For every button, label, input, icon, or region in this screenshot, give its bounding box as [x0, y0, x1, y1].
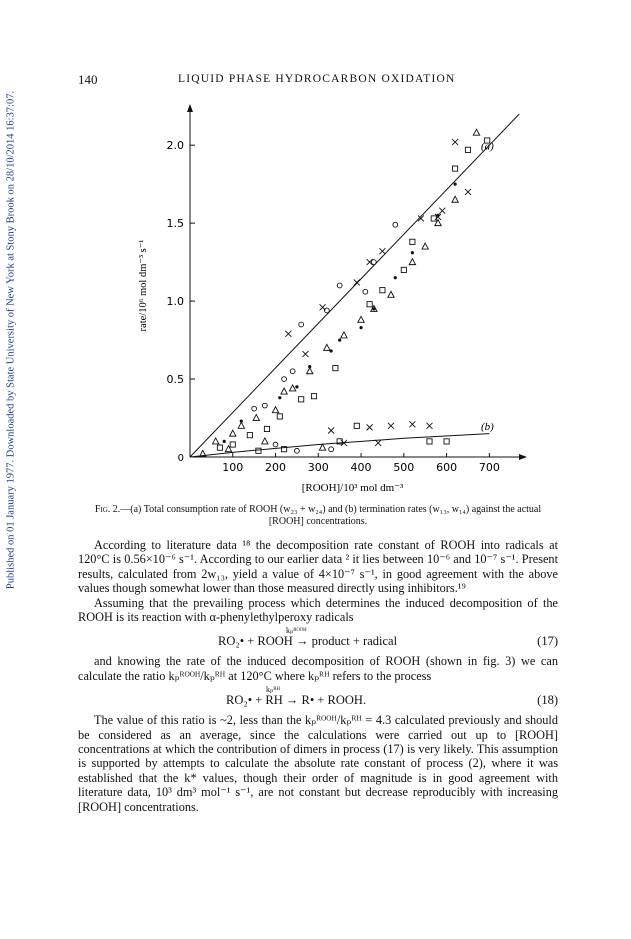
data-point-square: [277, 414, 282, 419]
data-point-square: [354, 423, 359, 428]
data-point-triangle: [230, 430, 236, 436]
data-point-cross: [354, 279, 360, 285]
data-point-cross: [388, 423, 394, 429]
figure-2: [120, 92, 540, 504]
data-point-square: [453, 166, 458, 171]
data-point-circle: [371, 260, 376, 265]
y-tick-label: 1.5: [166, 217, 184, 231]
eq18-rate-constant: kₚᴿᴴ: [266, 685, 280, 695]
paragraph-2: Assuming that the prevailing process which determines the induced decomposition of the ROOH is its reaction with α-phenylethylperoxy radicals: [78, 595, 558, 625]
running-head: LIQUID PHASE HYDROCARBON OXIDATION: [178, 73, 456, 85]
data-point-circle: [290, 369, 295, 374]
data-point-dot: [295, 385, 298, 388]
data-point-triangle: [358, 316, 364, 322]
y-axis-arrow: [187, 104, 193, 112]
data-point-triangle: [212, 438, 218, 444]
data-point-triangle: [289, 385, 295, 391]
annotation-b: (b): [481, 420, 494, 433]
data-point-dot: [394, 276, 397, 279]
paragraph-1: According to literature data ¹⁸ the decomposition rate constant of ROOH into radicals at 120°C is 0.56×10⁻⁶ s⁻¹. According to our earlier data ² it lies between 10⁻⁶ and 10⁻⁷ s⁻¹. Present results, calculated from 2w₁₃, yield a value of 4×10⁻⁷ s⁻¹, in good agreement with the above values though somewhat lower than those measured directly using inhibitors.¹⁹: [78, 538, 558, 596]
data-point-circle: [393, 222, 398, 227]
x-tick-label: 700: [478, 461, 500, 474]
data-point-triangle: [238, 422, 244, 428]
data-point-cross: [465, 189, 471, 195]
y-tick-label: 2.0: [166, 139, 184, 153]
scatter-chart: [120, 92, 540, 504]
data-point-cross: [302, 351, 308, 357]
data-point-triangle: [452, 196, 458, 202]
caption-text: —(a) Total consumption rate of ROOH (w₂₃ + w₂₄) and (b) termination rates (w₁₃, w₁₄) against the actual [ROOH] concentrations.: [120, 504, 542, 527]
caption-lead: Fig. 2.: [94, 504, 121, 515]
fit-line-b: [190, 434, 489, 457]
data-point-square: [465, 147, 470, 152]
data-point-square: [401, 267, 406, 272]
data-point-circle: [329, 447, 334, 452]
data-point-cross: [375, 440, 381, 446]
data-point-cross: [367, 424, 373, 430]
data-point-cross: [285, 331, 291, 337]
data-point-square: [230, 442, 235, 447]
x-tick-label: 500: [393, 461, 415, 474]
download-sidebar: [0, 60, 22, 620]
data-point-cross: [409, 421, 415, 427]
data-point-dot: [223, 440, 226, 443]
y-tick-label: 1.0: [166, 295, 184, 309]
paragraph-3: and knowing the rate of the induced decomposition of ROOH (shown in fig. 3) we can calculate the ratio kₚᴿᴼᴼᴴ/kₚᴿᴴ at 120°C where kₚᴿᴴ refers to the process: [78, 654, 558, 683]
data-point-triangle: [422, 243, 428, 249]
data-point-dot: [436, 214, 439, 217]
data-point-square: [367, 302, 372, 307]
page-number: 140: [78, 72, 98, 87]
x-axis-arrow: [519, 454, 527, 460]
data-point-square: [380, 288, 385, 293]
data-point-dot: [308, 365, 311, 368]
data-point-dot: [338, 338, 341, 341]
eq18-number: (18): [537, 693, 558, 708]
data-point-square: [410, 239, 415, 244]
data-point-triangle: [281, 388, 287, 394]
data-point-dot: [330, 349, 333, 352]
data-point-dot: [411, 251, 414, 254]
data-point-square: [256, 448, 261, 453]
x-tick-label: 600: [436, 461, 458, 474]
data-point-dot: [372, 307, 375, 310]
y-axis-label: rate/10⁶ mol dm⁻³ s⁻¹: [138, 239, 149, 332]
data-point-dot: [359, 326, 362, 329]
data-point-square: [264, 426, 269, 431]
data-point-cross: [426, 423, 432, 429]
data-point-triangle: [319, 444, 325, 450]
data-point-triangle: [435, 220, 441, 226]
data-point-triangle: [253, 415, 259, 421]
data-point-triangle: [272, 407, 278, 413]
equation-17: [78, 624, 558, 654]
data-point-square: [427, 439, 432, 444]
data-point-circle: [252, 406, 257, 411]
data-point-triangle: [409, 259, 415, 265]
x-tick-label: 400: [350, 461, 372, 474]
data-point-square: [333, 366, 338, 371]
data-point-circle: [262, 403, 267, 408]
eq17-expression: RO₂• + ROOH → product + radical: [218, 634, 398, 649]
data-point-dot: [278, 396, 281, 399]
annotation-a: (a): [481, 140, 494, 153]
y-tick-label: 0.5: [166, 373, 184, 387]
data-point-cross: [379, 248, 385, 254]
fit-line-a: [190, 114, 519, 457]
data-point-square: [247, 433, 252, 438]
data-point-triangle: [388, 291, 394, 297]
figure-caption: [78, 504, 558, 528]
page-header: [78, 72, 571, 90]
data-point-triangle: [341, 332, 347, 338]
data-point-square: [311, 394, 316, 399]
data-point-square: [444, 439, 449, 444]
data-point-square: [217, 445, 222, 450]
data-point-circle: [282, 377, 287, 382]
data-point-triangle: [324, 344, 330, 350]
x-tick-label: 300: [307, 461, 329, 474]
data-point-circle: [295, 448, 300, 453]
data-point-circle: [337, 283, 342, 288]
data-point-cross: [452, 139, 458, 145]
origin-label: 0: [177, 453, 184, 464]
x-axis-label: [ROOH]/10³ mol dm⁻³: [301, 482, 404, 494]
data-point-dot: [454, 183, 457, 186]
data-point-dot: [240, 420, 243, 423]
eq17-rate-constant: kₚᴿᴼᴼᴴ: [286, 626, 307, 636]
eq17-number: (17): [537, 634, 558, 649]
data-point-square: [299, 397, 304, 402]
equation-18: [78, 683, 558, 713]
data-point-circle: [299, 322, 304, 327]
download-notice: Published on 01 January 1977. Downloaded by State University of New York at Stony Brook on 28/10/2014 16:37:07.: [5, 90, 17, 590]
eq18-expression: RO₂• + RH → R• + ROOH.: [226, 693, 367, 708]
x-tick-label: 200: [265, 461, 287, 474]
data-point-square: [431, 216, 436, 221]
data-point-circle: [363, 289, 368, 294]
x-tick-label: 100: [222, 461, 244, 474]
data-point-cross: [328, 427, 334, 433]
body-text: [78, 538, 558, 814]
data-point-circle: [273, 442, 278, 447]
data-point-triangle: [225, 446, 231, 452]
data-point-triangle: [473, 129, 479, 135]
paragraph-4: The value of this ratio is ~2, less than the kₚᴿᴼᴼᴴ/kₚᴿᴴ = 4.3 calculated previously and should be considered as an average, since the calculations were carried out up to [ROOH] concentrations at which the contribution of dimers in process (17) is very likely. This assumption is supported by attempts to calculate the absolute rate constant of process (2), where it was established that the k* values, though their order of magnitude is in good agreement with literature data, 10³ dm³ mol⁻¹ s⁻¹, are not constant but decrease reproducibly with increasing [ROOH] concentrations.: [78, 713, 558, 814]
data-point-triangle: [307, 368, 313, 374]
data-point-cross: [439, 208, 445, 214]
data-point-triangle: [262, 438, 268, 444]
